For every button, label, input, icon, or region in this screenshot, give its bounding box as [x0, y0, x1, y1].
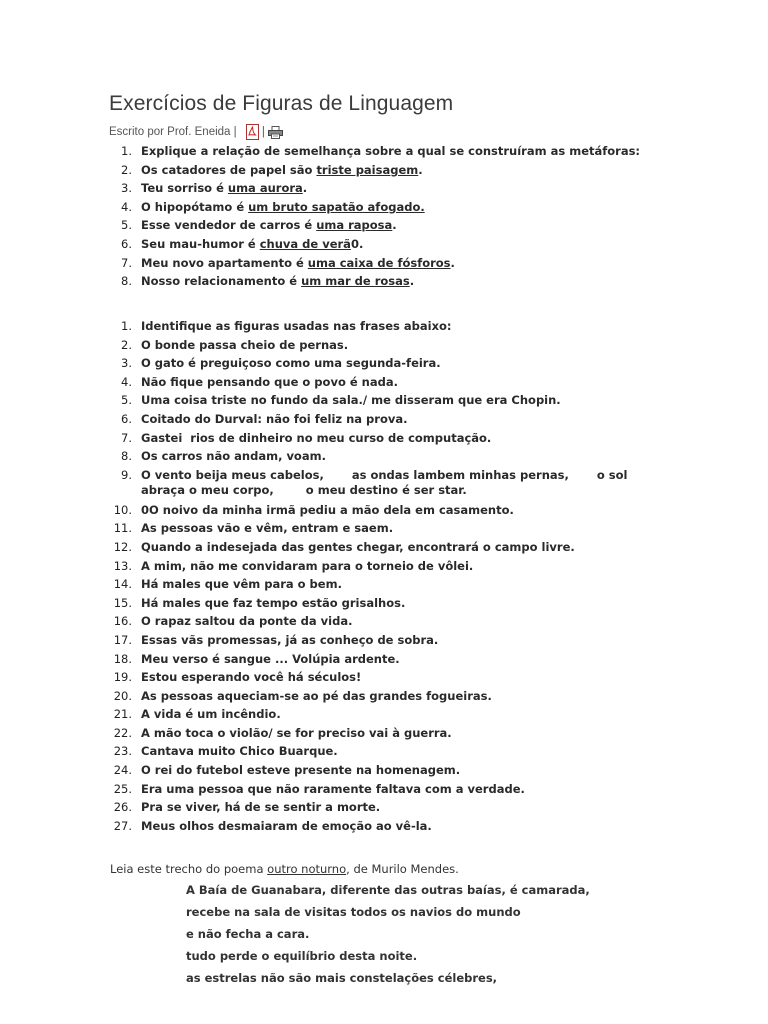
list-item-text — [141, 596, 405, 611]
text-fragment: Nosso relacionamento é — [141, 274, 302, 289]
list-item-number: 8. — [121, 449, 132, 464]
list-item-text — [141, 449, 326, 464]
text-fragment: O hipopótamo é — [141, 199, 249, 214]
list-item-text — [141, 819, 432, 834]
list-item-number: 19. — [113, 670, 132, 685]
text-fragment: . — [409, 274, 415, 289]
text-fragment: . — [392, 218, 397, 233]
list-item-line: As pessoas aqueciam-se ao pé das grandes fogueiras. — [141, 688, 492, 703]
list-item-line: A vida é um incêndio. — [141, 707, 281, 722]
list-item-line: Identifique as figuras usadas nas frases abaixo: — [141, 319, 452, 333]
list-item-text — [141, 689, 492, 704]
list-item-number: 2. — [121, 162, 132, 177]
list-item-text — [141, 800, 380, 815]
list-item-text — [141, 163, 423, 178]
list-item-text — [141, 431, 491, 446]
list-item-line: Uma coisa triste no fundo da sala./ me disseram que era Chopin. — [141, 393, 561, 408]
list-item-text — [141, 338, 348, 353]
list-item-number: 3. — [121, 181, 132, 196]
list-item-number: 21. — [113, 707, 132, 722]
list-item-number: 7. — [121, 255, 132, 270]
list-item-line: Não fique pensando que o povo é nada. — [141, 374, 398, 389]
list-item-text — [141, 521, 393, 536]
list-item-number: 25. — [113, 781, 132, 796]
list-item-text — [141, 274, 414, 289]
list-item-line: Era uma pessoa que não raramente faltava com a verdade. — [141, 781, 525, 796]
list-item-number: 6. — [121, 411, 132, 426]
text-fragment: . — [450, 255, 455, 270]
list-item-text — [141, 782, 525, 797]
pdf-icon[interactable] — [246, 124, 259, 140]
list-item-text — [141, 744, 338, 759]
list-item-line: O vento beija meus cabelos, as ondas lambem minhas pernas, o sol — [141, 467, 628, 482]
text-fragment: Seu mau-humor é — [141, 236, 260, 251]
list-item-number: 12. — [113, 539, 132, 554]
list-item-line: abraça o meu corpo, o meu destino é ser star. — [141, 482, 467, 497]
list-item-line: A mão toca o violão/ se for preciso vai à guerra. — [141, 725, 452, 740]
text-fragment: Explique a relação de semelhança sobre a qual se construíram as metáforas: — [141, 144, 641, 158]
list-item-text — [141, 707, 281, 722]
text-fragment: Esse vendedor de carros é — [141, 218, 317, 233]
list-item-text — [141, 468, 627, 498]
list-item-text — [141, 218, 397, 233]
byline — [109, 124, 283, 140]
list-item-text — [141, 256, 455, 271]
list-item-line: Meus olhos desmaiaram de emoção ao vê-la. — [141, 818, 432, 833]
list-item-number: 17. — [113, 632, 132, 647]
list-item-text — [141, 319, 451, 334]
list-item-text — [141, 144, 640, 159]
print-icon[interactable] — [268, 126, 283, 139]
list-item-line: Gastei rios de dinheiro no meu curso de computação. — [141, 430, 492, 445]
list-item-line: As pessoas vão e vêm, entram e saem. — [141, 521, 394, 536]
list-item-text — [141, 181, 307, 196]
poem-title-link[interactable]: outro noturno — [267, 862, 347, 876]
list-item-text — [141, 237, 363, 252]
list-item-line: O gato é preguiçoso como uma segunda-feira. — [141, 356, 441, 371]
poem-intro-before: Leia este trecho do poema — [110, 862, 268, 876]
list-item-line: A mim, não me convidaram para o torneio de vôlei. — [141, 558, 474, 573]
list-item-line: Meu verso é sangue ... Volúpia ardente. — [141, 651, 400, 666]
list-item-line: Estou esperando você há séculos! — [141, 670, 362, 685]
underlined-phrase: uma caixa de fósforos — [307, 255, 451, 270]
list-item-number: 9. — [121, 467, 132, 482]
list-item-number: 8. — [121, 274, 132, 289]
list-item-number: 6. — [121, 236, 132, 251]
list-item-line: O rapaz saltou da ponte da vida. — [141, 614, 353, 629]
text-fragment: . — [418, 162, 423, 177]
list-item-number: 10. — [113, 502, 132, 517]
author-text: Escrito por Prof. Eneida | — [109, 126, 237, 138]
page-title: Exercícios de Figuras de Linguagem — [109, 92, 454, 115]
poem-intro-after: , de Murilo Mendes. — [346, 862, 459, 876]
list-item-text — [141, 412, 407, 427]
list-item-line: Coitado do Durval: não foi feliz na prova. — [141, 411, 408, 426]
list-item-line: Pra se viver, há de se sentir a morte. — [141, 800, 381, 815]
poem-line: recebe na sala de visitas todos os navios do mundo — [186, 905, 521, 919]
text-fragment: Teu sorriso é — [141, 181, 228, 196]
list-item-line: Há males que vêm para o bem. — [141, 577, 342, 592]
list-item-text — [141, 200, 425, 215]
list-item-number: 18. — [113, 651, 132, 666]
underlined-phrase: um mar de rosas — [301, 274, 410, 289]
list-item-number: 14. — [113, 577, 132, 592]
list-item-line: O rei do futebol esteve presente na homenagem. — [141, 763, 461, 778]
poem-line: A Baía de Guanabara, diferente das outras baías, é camarada, — [186, 883, 590, 897]
list-item-number: 24. — [113, 763, 132, 778]
list-item-text — [141, 503, 514, 518]
list-item-text — [141, 763, 460, 778]
list-item-text — [141, 726, 452, 741]
list-item-number: 11. — [113, 521, 132, 536]
list-item-number: 26. — [113, 800, 132, 815]
list-item-number: 1. — [121, 319, 132, 333]
list-item-number: 15. — [113, 595, 132, 610]
list-item-line: Quando a indesejada das gentes chegar, encontrará o campo livre. — [141, 539, 575, 554]
list-item-number: 13. — [113, 558, 132, 573]
list-item-number: 7. — [121, 430, 132, 445]
list-item-text — [141, 652, 400, 667]
list-item-number: 3. — [121, 356, 132, 371]
list-item-text — [141, 577, 342, 592]
list-item-line: Cantava muito Chico Buarque. — [141, 744, 338, 759]
list-item-text — [141, 614, 352, 629]
list-item-line: Os carros não andam, voam. — [141, 449, 326, 464]
list-item-line: Essas vãs promessas, já as conheço de sobra. — [141, 632, 439, 647]
list-item-number: 1. — [121, 144, 132, 158]
underlined-phrase: um bruto sapatão afogado. — [248, 199, 425, 214]
list-item-number: 5. — [121, 218, 132, 233]
list-item-text — [141, 559, 473, 574]
list-item-number: 2. — [121, 337, 132, 352]
text-fragment: Os catadores de papel são — [141, 162, 317, 177]
underlined-phrase: uma aurora — [227, 181, 303, 196]
list-item-number: 20. — [113, 688, 132, 703]
poem-line: as estrelas não são mais constelações célebres, — [186, 971, 498, 985]
underlined-phrase: uma raposa — [316, 218, 393, 233]
text-fragment: . — [302, 181, 308, 196]
list-item-number: 27. — [113, 818, 132, 833]
separator: | — [261, 126, 265, 138]
list-item-text — [141, 540, 575, 555]
poem-line: e não fecha a cara. — [186, 927, 310, 941]
list-item-line: O bonde passa cheio de pernas. — [141, 337, 349, 352]
list-item-text — [141, 670, 361, 685]
list-item-number: 16. — [113, 614, 132, 629]
list-item-text — [141, 356, 441, 371]
list-item-number: 23. — [113, 744, 132, 759]
underlined-phrase: chuva de verã — [259, 236, 351, 251]
underlined-phrase: triste paisagem — [316, 162, 419, 177]
poem-intro — [110, 862, 459, 876]
list-item-text — [141, 375, 398, 390]
poem-line: tudo perde o equilíbrio desta noite. — [186, 949, 418, 963]
list-item-text — [141, 393, 561, 408]
poem-excerpt — [186, 883, 590, 993]
list-item-number: 22. — [113, 725, 132, 740]
list-item-text — [141, 633, 438, 648]
text-fragment: 0. — [350, 236, 364, 251]
list-item-number: 4. — [121, 374, 132, 389]
list-item-line: Há males que faz tempo estão grisalhos. — [141, 595, 406, 610]
list-item-line: 0O noivo da minha irmã pediu a mão dela em casamento. — [141, 502, 514, 517]
list-item-number: 5. — [121, 393, 132, 408]
text-fragment: Meu novo apartamento é — [141, 255, 308, 270]
list-item-number: 4. — [121, 199, 132, 214]
